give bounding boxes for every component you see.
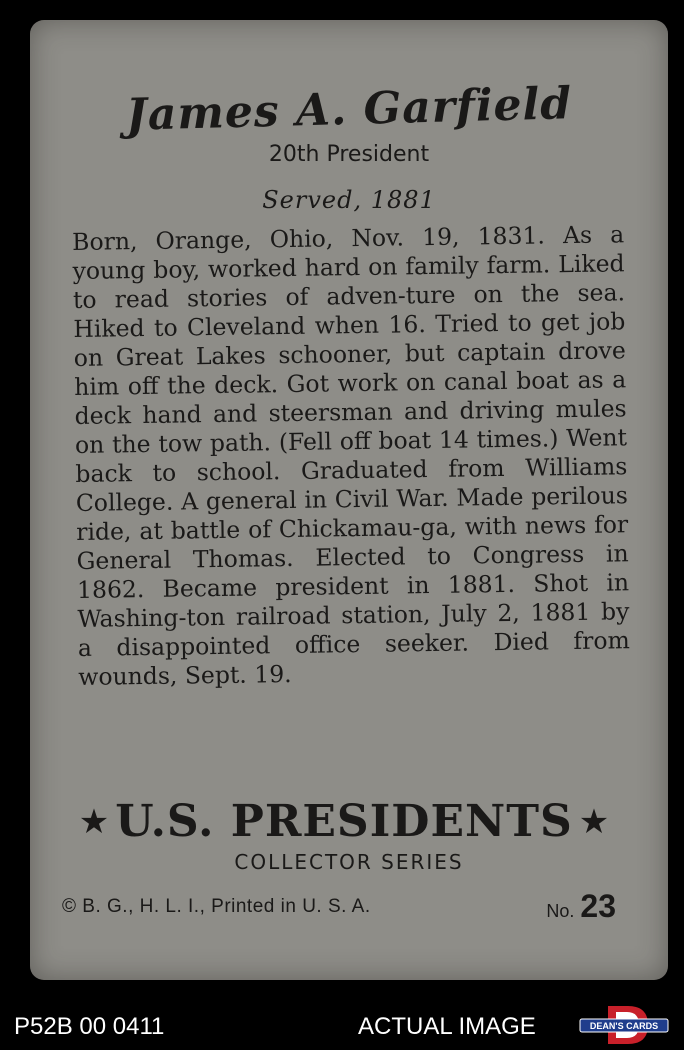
star-icon: ★ — [578, 801, 610, 842]
deans-cards-logo — [578, 1004, 670, 1046]
series-subtitle: COLLECTOR SERIES — [234, 850, 464, 874]
card-number-label: No. — [546, 901, 575, 921]
star-icon: ★ — [78, 801, 110, 842]
trading-card-back — [30, 20, 668, 980]
president-name: James A. Garfield — [125, 78, 573, 141]
copyright-line: © B. G., H. L. I., Printed in U. S. A. — [62, 896, 371, 917]
president-ordinal: 20th President — [268, 142, 430, 167]
served-years: Served, 1881 — [262, 186, 436, 214]
svg-text:DEAN'S CARDS: DEAN'S CARDS — [589, 1021, 659, 1031]
biography-text: Born, Orange, Ohio, Nov. 19, 1831. As a young boy, worked hard on family farm. Liked to read stories of adven-ture on the sea. Hiked to Cleveland when 16. Tried to get job on Great Lakes schooner, but captain drove him off the deck. Got work on canal boat as a deck hand and steersman and driving mules on the tow path. (Fell off boat 14 times.) Went back to school. Graduated from Williams College. A general in Civil War. Made perilous ride, at battle of Chickamau-ga, with news for General Thomas. Elected to Congress in 1862. Became president in 1881. Shot in Washing-ton railroad station, July 2, 1881 by a disappointed office seeker. Died from wounds, Sept. 19. — [72, 220, 631, 691]
card-number-value: 23 — [580, 888, 616, 924]
card-number — [546, 888, 616, 925]
inventory-id: P52B 00 0411 — [14, 1013, 165, 1040]
actual-image-label: ACTUAL IMAGE — [358, 1013, 536, 1040]
series-title — [60, 796, 628, 847]
series-title-text: U.S. PRESIDENTS — [115, 796, 573, 847]
